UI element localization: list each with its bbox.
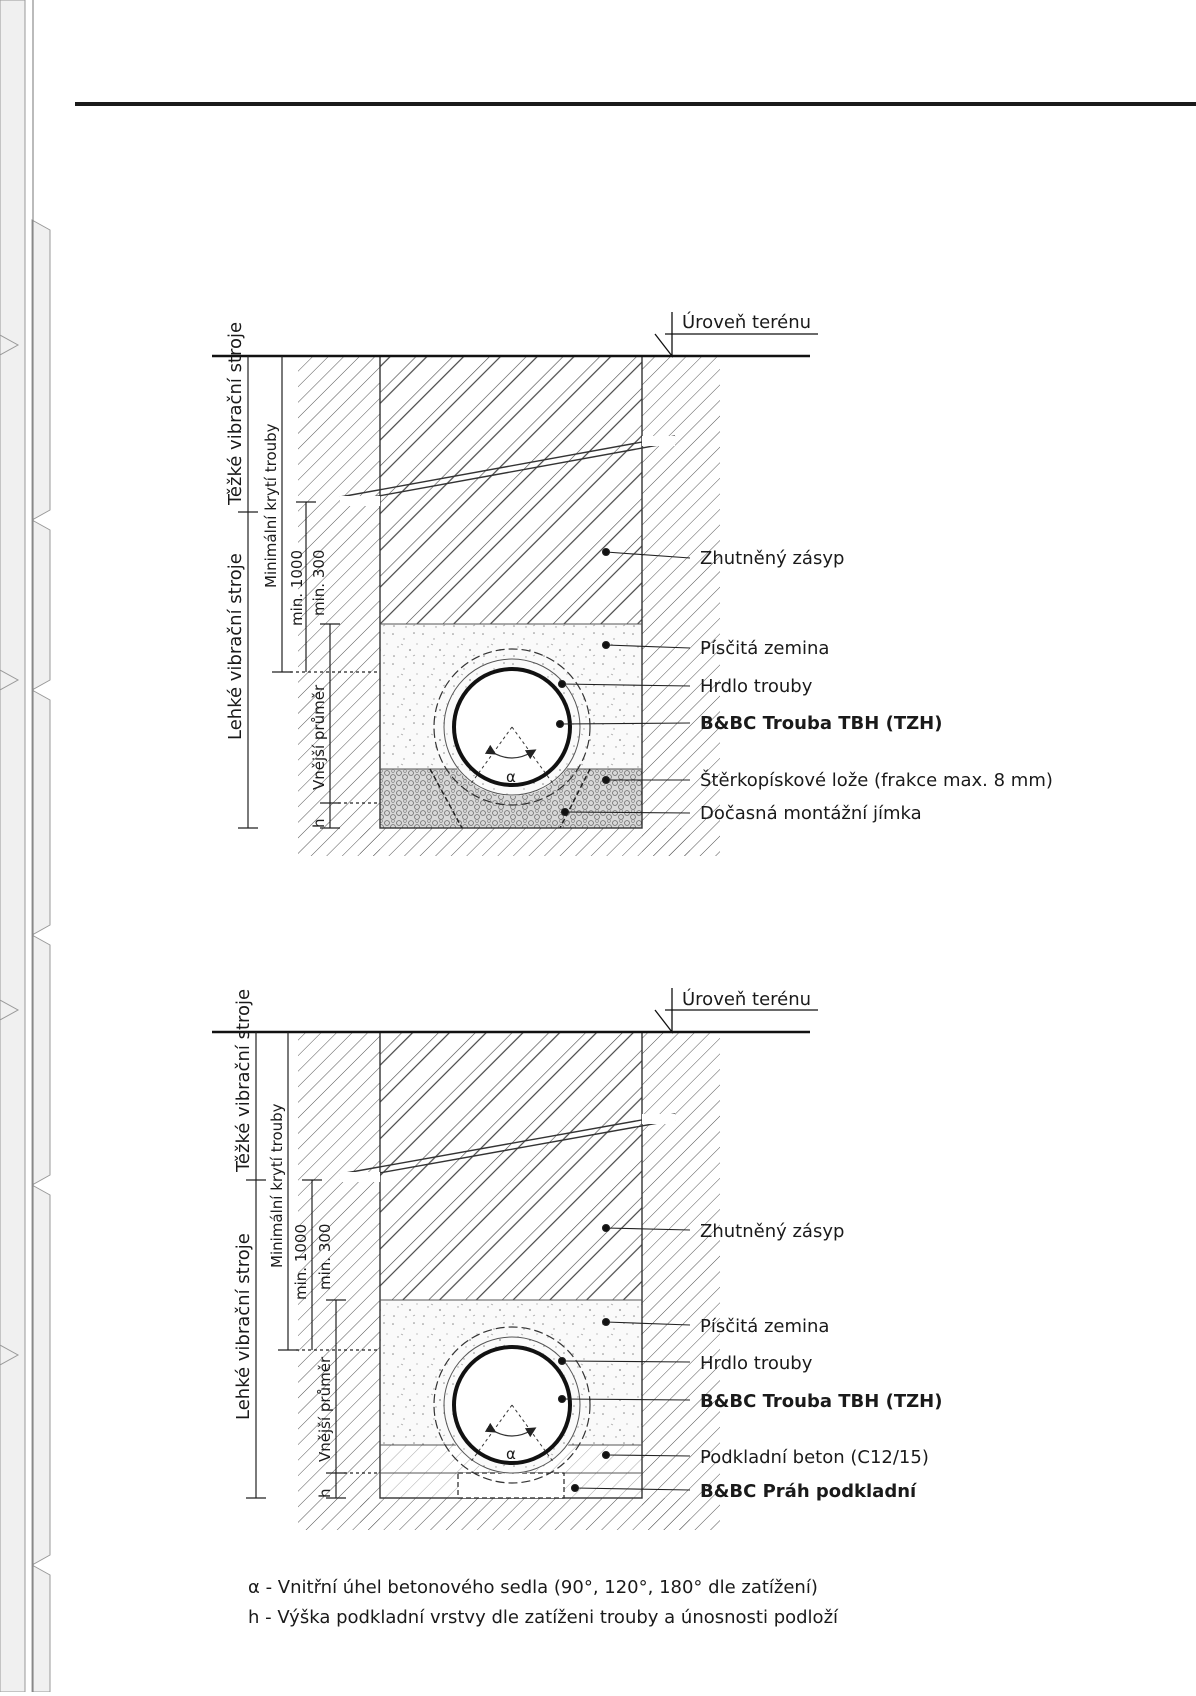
dim-h: h [310, 818, 328, 828]
dim-outer-diameter: Vnější průměr [310, 684, 328, 790]
label-pipe-socket-2: Hrdlo trouby [700, 1353, 813, 1374]
dim-heavy-machines-2: Těžké vibrační stroje [233, 988, 254, 1172]
dim-h-2: h [316, 1488, 334, 1498]
dim-light-machines: Lehké vibrační stroje [225, 553, 246, 740]
diagram-top [212, 311, 1053, 856]
binder-tabs [0, 0, 50, 1692]
label-sandy-soil-2: Písčitá zemina [700, 1316, 830, 1337]
dim-outer-diameter-2: Vnější průměr [316, 1356, 334, 1462]
alpha-symbol: α [506, 768, 516, 786]
label-backfill: Zhutněný zásyp [700, 548, 845, 569]
dim-heavy-machines: Těžké vibrační stroje [225, 321, 246, 505]
ground-level-label-2: Úroveň terénu [682, 989, 812, 1010]
alpha-symbol-2: α [506, 1445, 516, 1463]
label-sandy-soil: Písčitá zemina [700, 638, 830, 659]
label-sill: B&BC Práh podkladní [700, 1481, 917, 1502]
label-backfill-2: Zhutněný zásyp [700, 1221, 845, 1242]
legend-alpha: α - Vnitřní úhel betonového sedla (90°, 120°, 180° dle zatížení) [248, 1577, 818, 1598]
legend-h: h - Výška podkladní vrstvy dle zatíženi trouby a únosnosti podloží [248, 1607, 839, 1628]
dim-light-machines-2: Lehké vibrační stroje [233, 1233, 254, 1420]
dim-min-cover-2: Minimální krytí trouby [268, 1103, 286, 1268]
label-pipe: B&BC Trouba TBH (TZH) [700, 713, 943, 734]
dim-min1000-2: min. 1000 [292, 1224, 310, 1300]
dim-min-cover: Minimální krytí trouby [262, 423, 280, 588]
dim-min1000: min. 1000 [288, 550, 306, 626]
dim-min300: min. 300 [310, 549, 328, 616]
label-concrete: Podkladní beton (C12/15) [700, 1447, 929, 1468]
label-pipe-2: B&BC Trouba TBH (TZH) [700, 1391, 943, 1412]
label-gravel-bed: Štěrkopískové lože (frakce max. 8 mm) [700, 770, 1053, 791]
ground-level-label: Úroveň terénu [682, 312, 812, 333]
diagram-bottom [212, 988, 942, 1530]
label-sump: Dočasná montážní jímka [700, 803, 922, 824]
label-pipe-socket: Hrdlo trouby [700, 676, 813, 697]
dim-min300-2: min. 300 [316, 1223, 334, 1290]
